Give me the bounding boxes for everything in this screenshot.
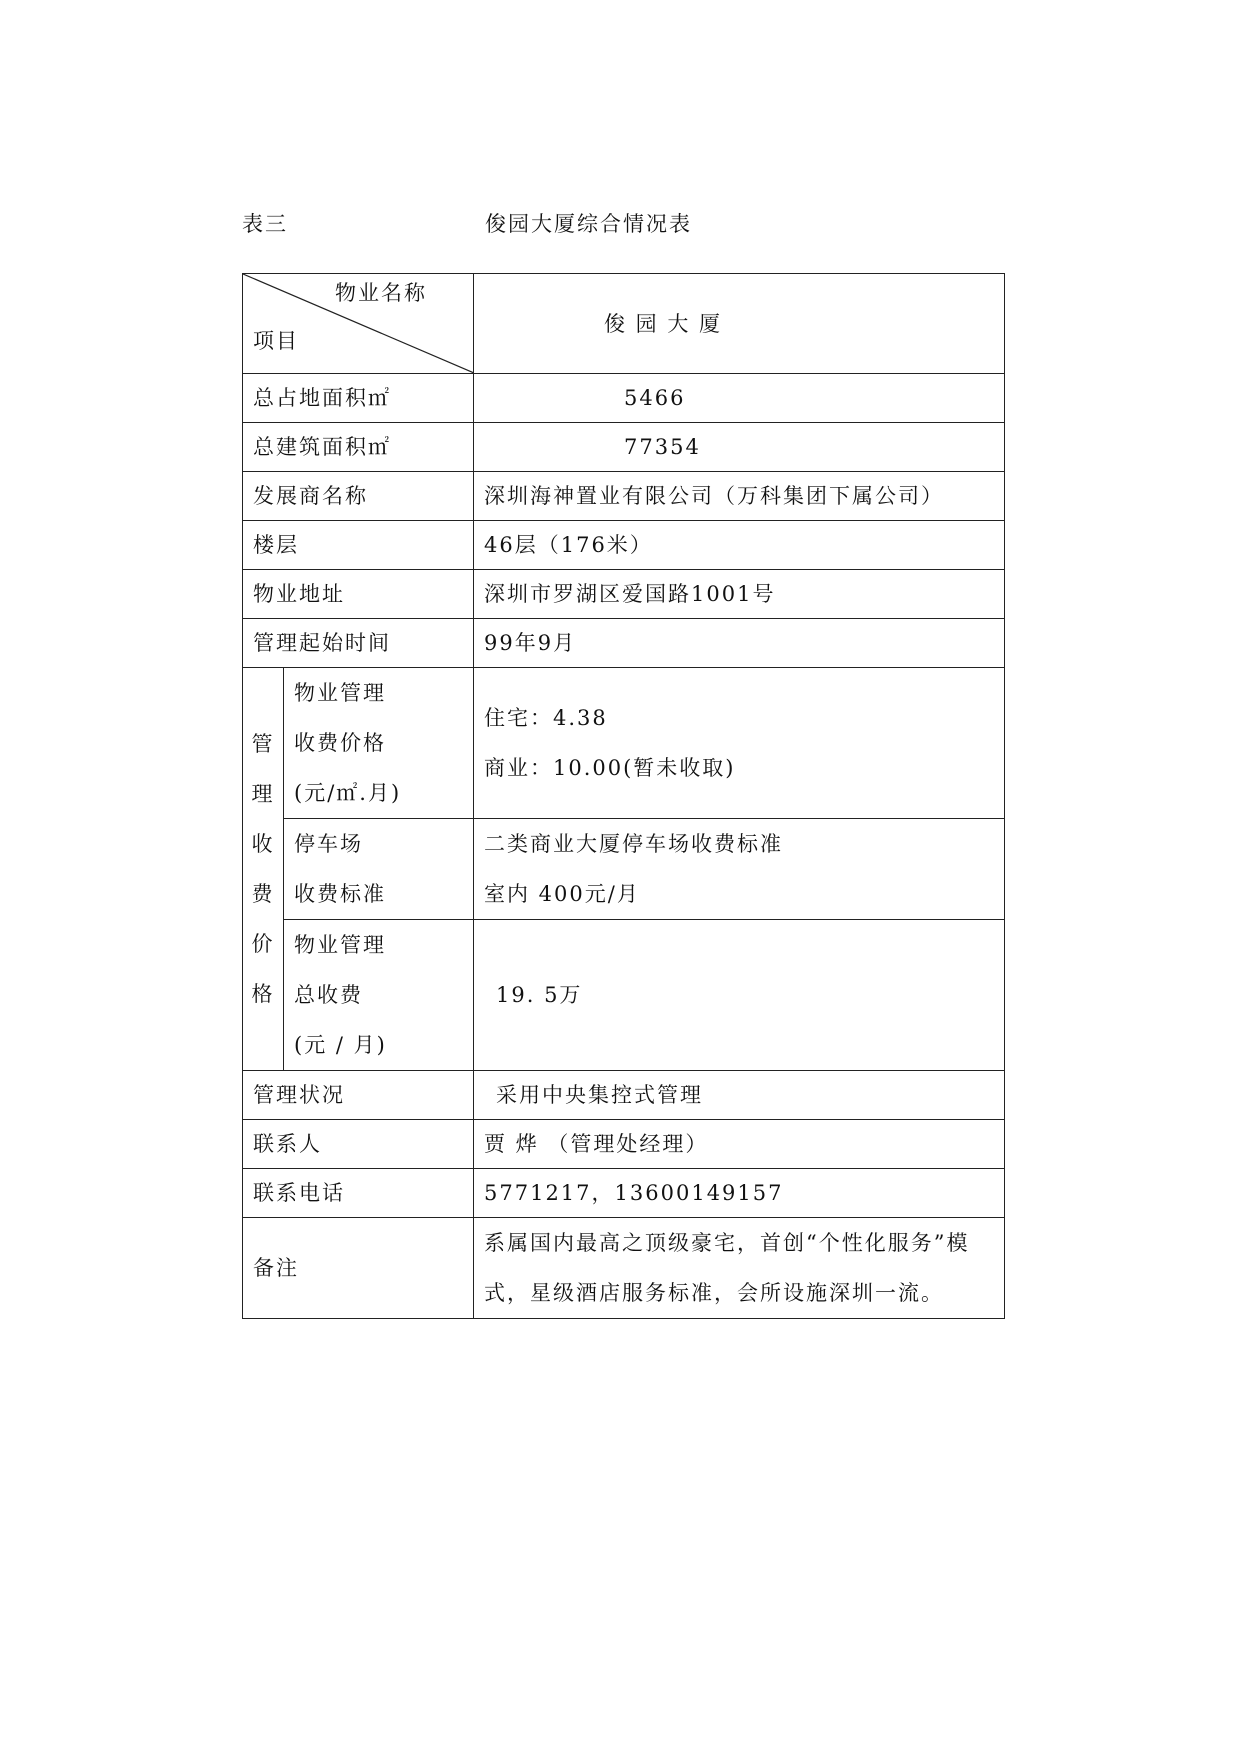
fee-label-total: 物业管理 总收费 (元 / 月) bbox=[284, 920, 474, 1071]
table-row bbox=[243, 570, 1005, 619]
row-value: 深圳市罗湖区爱国路1001号 bbox=[474, 570, 1005, 619]
table-row bbox=[243, 1120, 1005, 1169]
fee-row-management bbox=[243, 668, 1005, 819]
row-value: 5771217，13600149157 bbox=[474, 1169, 1005, 1218]
row-value: 采用中央集控式管理 bbox=[474, 1071, 1005, 1120]
table-row bbox=[243, 423, 1005, 472]
row-value: 贾 烨 （管理处经理） bbox=[474, 1120, 1005, 1169]
property-name-header: 物业名称 bbox=[335, 281, 427, 305]
row-label: 管理起始时间 bbox=[243, 619, 474, 668]
row-value: 深圳海神置业有限公司（万科集团下属公司） bbox=[474, 472, 1005, 521]
table-row bbox=[243, 374, 1005, 423]
property-name-value: 俊 园 大 厦 bbox=[474, 274, 1005, 374]
fee-label-parking: 停车场 收费标准 bbox=[284, 819, 474, 920]
fee-value-total: 19. 5万 bbox=[474, 920, 1005, 1071]
table-row bbox=[243, 521, 1005, 570]
row-label: 物业地址 bbox=[243, 570, 474, 619]
row-label: 发展商名称 bbox=[243, 472, 474, 521]
fee-value-parking: 二类商业大厦停车场收费标准 室内 400元/月 bbox=[474, 819, 1005, 920]
row-value: 99年9月 bbox=[474, 619, 1005, 668]
table-number-label: 表三 bbox=[242, 212, 288, 236]
row-label: 管理状况 bbox=[243, 1071, 474, 1120]
row-label: 楼层 bbox=[243, 521, 474, 570]
fee-row-parking bbox=[243, 819, 1005, 920]
row-value: 46层（176米） bbox=[474, 521, 1005, 570]
row-label: 联系电话 bbox=[243, 1169, 474, 1218]
item-header: 项目 bbox=[253, 329, 299, 353]
fee-value-management: 住宅：4.38 商业：10.00(暂未收取) bbox=[474, 668, 1005, 819]
row-label: 联系人 bbox=[243, 1120, 474, 1169]
row-label: 备注 bbox=[243, 1218, 474, 1319]
table-row bbox=[243, 1071, 1005, 1120]
table-title: 俊园大厦综合情况表 bbox=[485, 212, 692, 236]
table-row bbox=[243, 1169, 1005, 1218]
building-info-table bbox=[242, 273, 1005, 1319]
fee-label-management: 物业管理 收费价格 (元/㎡.月) bbox=[284, 668, 474, 819]
fee-row-total bbox=[243, 920, 1005, 1071]
diagonal-header-cell bbox=[243, 274, 474, 374]
fee-group-label: 管 理 收 费 价 格 bbox=[243, 668, 284, 1071]
table-row bbox=[243, 472, 1005, 521]
row-value: 系属国内最高之顶级豪宅，首创“个性化服务”模式，星级酒店服务标准，会所设施深圳一流。 bbox=[474, 1218, 1005, 1319]
row-value: 5466 bbox=[474, 374, 1005, 423]
row-label: 总建筑面积㎡ bbox=[243, 423, 474, 472]
row-value: 77354 bbox=[474, 423, 1005, 472]
table-row bbox=[243, 619, 1005, 668]
table-row bbox=[243, 1218, 1005, 1319]
row-label: 总占地面积㎡ bbox=[243, 374, 474, 423]
table-header-row bbox=[243, 274, 1005, 374]
